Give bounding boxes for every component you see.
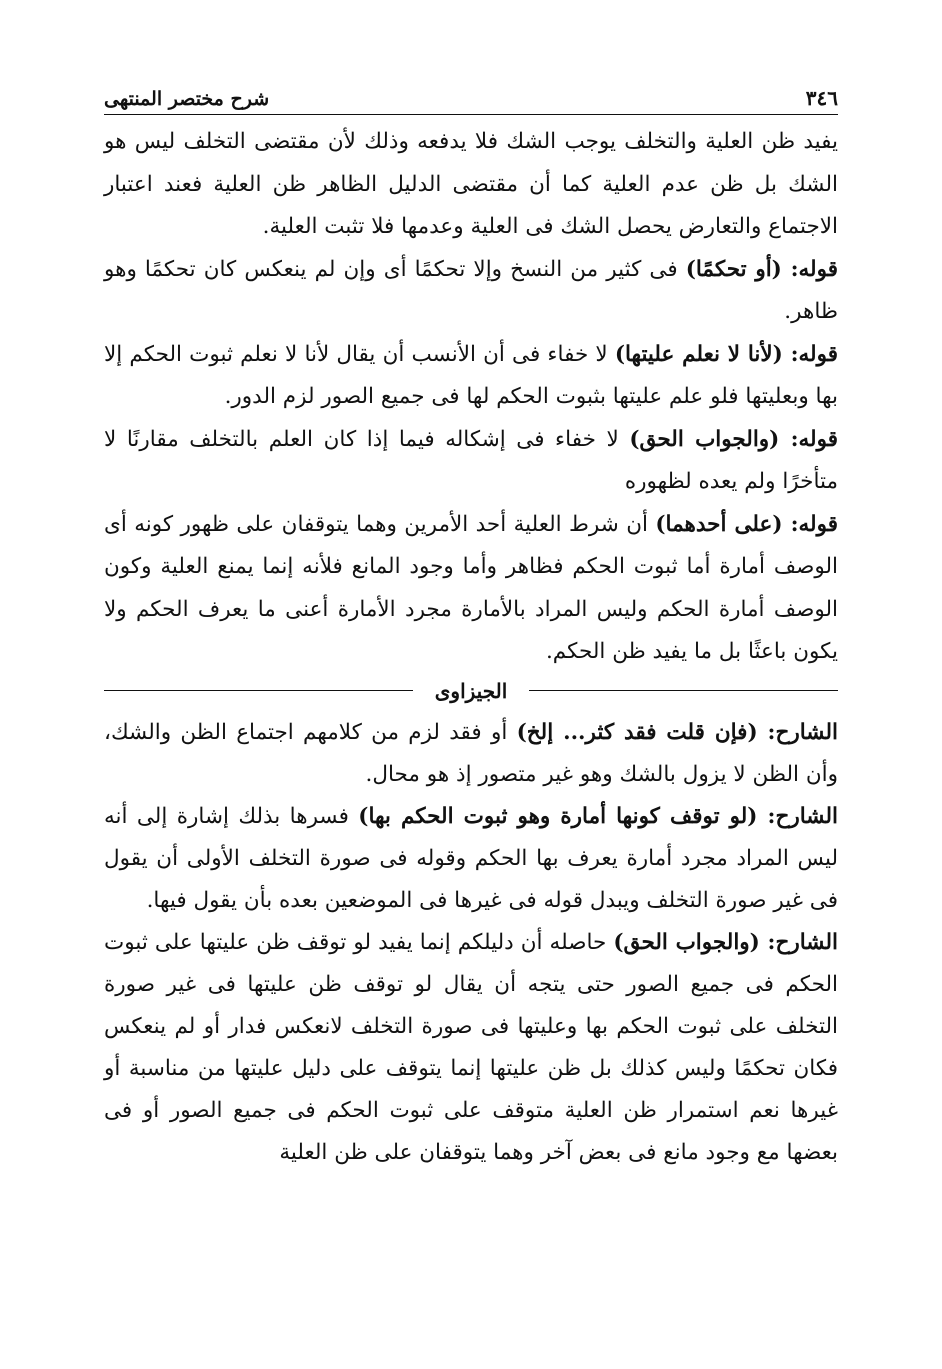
book-page [104, 76, 838, 1174]
paragraph-lead: الشارح: [759, 929, 838, 955]
main-commentary [104, 121, 838, 674]
book-title: شرح مختصر المنتهى [104, 88, 270, 110]
aljizawi-commentary [104, 712, 838, 1174]
quoted-phrase: (والجواب الحق) [613, 929, 760, 955]
paragraph-text: فى كثير من النسخ وإلا تحكمًا أى وإن لم ينعكس كان تحكمًا وهو ظاهر. [104, 256, 838, 324]
paragraph: يفيد ظن العلية والتخلف يوجب الشك فلا يدفعه وذلك لأن مقتضى التخلف ليس هو الشك بل ظن عدم العلية كما أن مقتضى الدليل الظاهر ظن العلية فعند اعتبار الاجتماع والتعارض يحصل الشك فى العلية وعدمها فلا تثبت العلية. [104, 129, 838, 239]
paragraph-text: لا خفاء فى إشكاله فيما إذا كان العلم بالتخلف مقارنًا لا متأخرًا ولم يعده لظهوره [104, 426, 838, 494]
paragraph-text: حاصله أن دليلكم إنما يفيد لو توقف ظن عليتها على ثبوت الحكم فى جميع الصور حتى يتجه أن يقال لو توقف ظن عليتها فى غير صورة التخلف على ثبوت الحكم بها وعليتها فى صورة التخلف لانعكس فدار أو لم ينعكس فكان تحكمًا وليس كذلك بل ظن عليتها إنما يتوقف على دليل عليتها من مناسبة أو غيرها نعم استمرار ظن العلية متوقف على ثبوت الحكم فى جميع الصور أو فى بعضها مع وجود مانع فى بعض آخر وهما يتوقفان على ظن العلية [104, 929, 838, 1165]
paragraph-lead: الشارح: [757, 803, 838, 829]
paragraph-text: أو فقد لزم من كلامهم اجتماع الظن والشك، وأن الظن لا يزول بالشك وهو غير متصور إذ هو محال. [104, 719, 838, 787]
quoted-phrase: (لو توقف كونها أمارة وهو ثبوت الحكم بها) [358, 803, 758, 829]
running-header [104, 76, 838, 115]
paragraph-lead: قوله: [782, 341, 838, 367]
paragraph-lead: الشارح: [757, 719, 838, 745]
paragraph-lead: قوله: [779, 426, 838, 452]
quoted-phrase: (لأنا لا نعلم عليتها) [614, 341, 783, 367]
divider-label: الجيزاوى [434, 678, 508, 703]
quoted-phrase: (أو تحكمًا) [685, 256, 782, 282]
quoted-phrase: (فإن قلت فقد كثر... إلخ) [516, 719, 758, 745]
paragraph [104, 712, 838, 796]
paragraph-text: أن شرط العلية أحد الأمرين وهما يتوقفان على ظهور كونه أى الوصف أمارة أما ثبوت الحكم فظاهر وأما وجود المانع فلأنه إنما يمنع العلية وكون الوصف أمارة الحكم وليس المراد بالأمارة مجرد الأمارة أعنى ما يعرف الحكم ولا يكون باعثًا بل ما يفيد ظن الحكم. [104, 511, 838, 664]
paragraph [104, 504, 838, 674]
quoted-phrase: (على أحدهما) [655, 511, 783, 537]
paragraph-lead: قوله: [781, 256, 838, 282]
page-number: ٣٤٦ [805, 86, 838, 110]
section-divider [104, 676, 838, 706]
paragraph [104, 796, 838, 922]
paragraph [104, 922, 838, 1174]
divider-rule [529, 690, 838, 691]
paragraph-text: لا خفاء فى أن الأنسب أن يقال لأنا لا نعلم ثبوت الحكم إلا بها وبعليتها فلو علم عليتها بثبوت الحكم لها فى جميع الصور لزم الدور. [104, 341, 838, 409]
paragraph-text: فسرها بذلك إشارة إلى أنه ليس المراد مجرد أمارة يعرف بها الحكم وقوله فى صورة التخلف الأولى أن يقول فى غير صورة التخلف ويبدل قوله فى غيرها فى الموضعين بعده بأن يقول فيها. [104, 803, 838, 913]
paragraph [104, 249, 838, 334]
paragraph [104, 334, 838, 419]
divider-rule [104, 690, 413, 691]
quoted-phrase: (والجواب الحق) [629, 426, 780, 452]
paragraph-lead: قوله: [782, 511, 838, 537]
paragraph [104, 419, 838, 504]
